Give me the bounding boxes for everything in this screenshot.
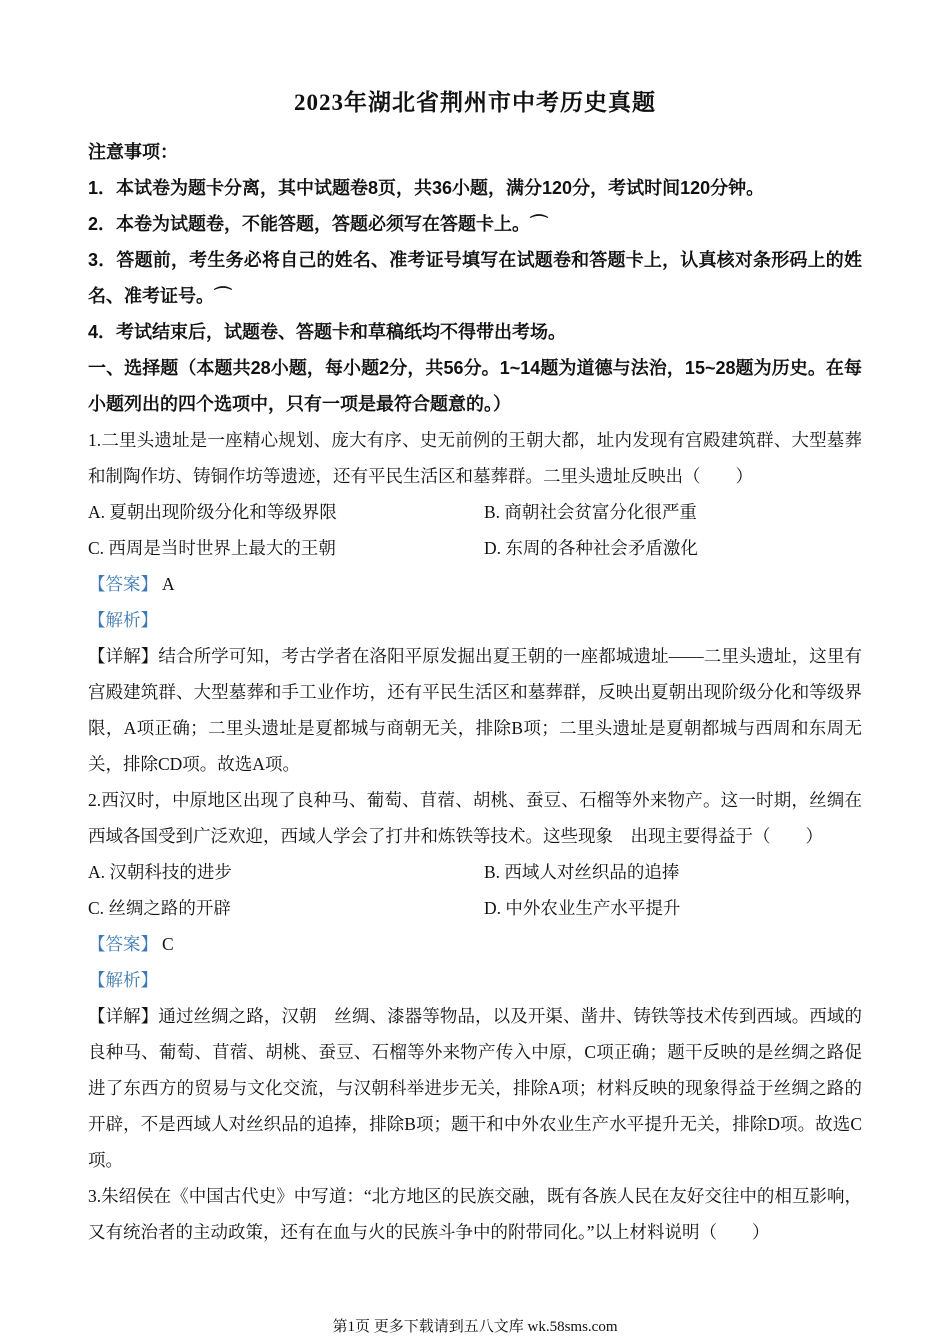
notice-heading: 注意事项： — [88, 142, 178, 162]
question-2-stem: 2.西汉时，中原地区出现了良种马、葡萄、苜蓿、胡桃、蚕豆、石榴等外来物产。这一时期，丝绸在西域各国受到广泛欢迎，西域人学会了打井和炼铁等技术。这些现象 出现主要得益于（ ） — [88, 790, 862, 846]
option-b: B. 商朝社会贫富分化很严重 — [484, 502, 697, 522]
question-3-stem: 3.朱绍侯在《中国古代史》中写道：“北方地区的民族交融，既有各族人民在友好交往中的相互影响，又有统治者的主动政策，还有在血与火的民族斗争中的附带同化。”以上材料说明（ ） — [88, 1186, 862, 1242]
question-2-options — [88, 854, 862, 926]
answer-label: 【答案】 — [88, 934, 158, 954]
notice-item-1: 1．本试卷为题卡分离，其中试题卷8页，共36小题，满分120分，考试时间120分钟。 — [88, 178, 765, 198]
answer-value: A — [162, 574, 175, 594]
section-heading: 一、选择题（本题共28小题，每小题2分，共56分。1~14题为道德与法治，15~28题为历史。在每小题列出的四个选项中，只有一项是最符合题意的。） — [88, 358, 862, 414]
notice-item-2: 2．本卷为试题卷，不能答题，答题必须写在答题卡上。⌒ — [88, 214, 549, 234]
answer-value: C — [162, 934, 174, 954]
page-footer: 第1页 更多下载请到五八文库 wk.58sms.com — [332, 1319, 618, 1335]
option-c: C. 西周是当时世界上最大的王朝 — [88, 538, 336, 558]
question-1-answer-line — [88, 566, 862, 602]
option-d: D. 中外农业生产水平提升 — [484, 898, 681, 918]
option-d: D. 东周的各种社会矛盾激化 — [484, 538, 698, 558]
question-1-analysis-line — [88, 602, 862, 638]
document-content — [88, 0, 862, 1250]
question-2-answer-line — [88, 926, 862, 962]
analysis-label: 【解析】 — [88, 970, 158, 990]
notice-item-3: 3．答题前，考生务必将自己的姓名、准考证号填写在试题卷和答题卡上，认真核对条形码上的姓名、准考证号。⌒ — [88, 250, 862, 306]
option-a: A. 夏朝出现阶级分化和等级界限 — [88, 502, 337, 522]
question-2-detail: 【详解】通过丝绸之路，汉朝 丝绸、漆器等物品，以及开渠、凿井、铸铁等技术传到西域。西域的良种马、葡萄、苜蓿、胡桃、蚕豆、石榴等外来物产传入中原，C项正确；题干反映的是丝绸之路促进了东西方的贸易与文化交流，与汉朝科举进步无关，排除A项；材料反映的现象得益于丝绸之路的开辟，不是西域人对丝织品的追捧，排除B项；题干和中外农业生产水平提升无关，排除D项。故选C项。 — [88, 1006, 862, 1170]
analysis-label: 【解析】 — [88, 610, 158, 630]
question-1-detail: 【详解】结合所学可知，考古学者在洛阳平原发掘出夏王朝的一座都城遗址——二里头遗址，这里有宫殿建筑群、大型墓葬和手工业作坊，还有平民生活区和墓葬群，反映出夏朝出现阶级分化和等级界限，A项正确；二里头遗址是夏都城与商朝无关，排除B项；二里头遗址是夏朝都城与西周和东周无关，排除CD项。故选A项。 — [88, 646, 862, 774]
page-title: 2023年湖北省荆州市中考历史真题 — [294, 90, 656, 115]
answer-label: 【答案】 — [88, 574, 158, 594]
option-c: C. 丝绸之路的开辟 — [88, 898, 231, 918]
option-b: B. 西域人对丝织品的追捧 — [484, 862, 680, 882]
question-2-analysis-line — [88, 962, 862, 998]
notice-item-4: 4．考试结束后，试题卷、答题卡和草稿纸均不得带出考场。 — [88, 322, 567, 342]
option-a: A. 汉朝科技的进步 — [88, 862, 232, 882]
question-1-stem: 1.二里头遗址是一座精心规划、庞大有序、史无前例的王朝大都，址内发现有宫殿建筑群、大型墓葬和制陶作坊、铸铜作坊等遗迹，还有平民生活区和墓葬群。二里头遗址反映出（ ） — [88, 430, 862, 486]
question-1-options — [88, 494, 862, 566]
